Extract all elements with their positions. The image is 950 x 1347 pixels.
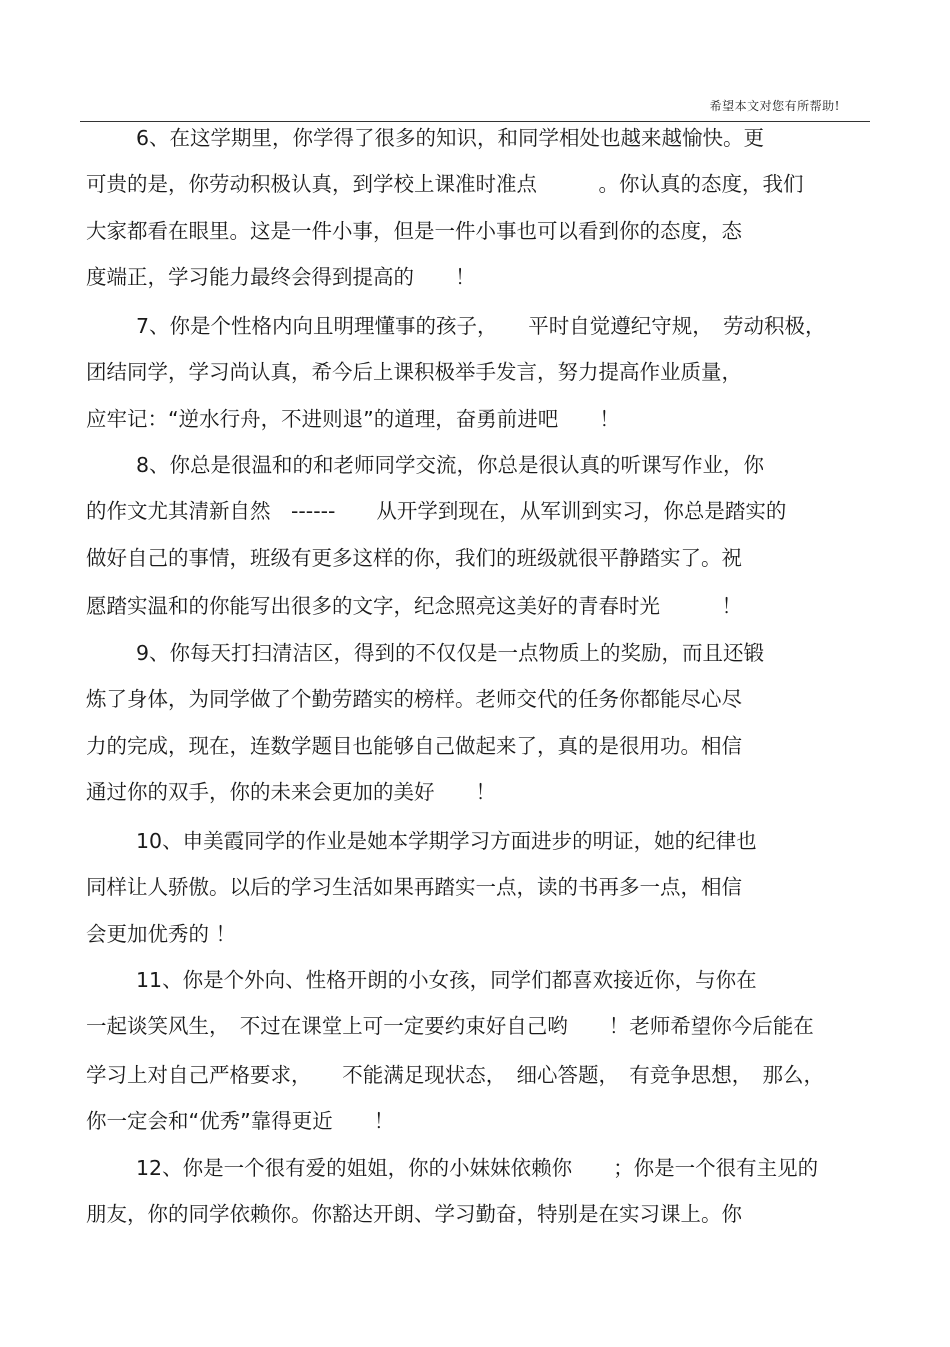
paragraph-line: 同样让人骄傲。以后的学习生活如果再踏实一点，读的书再多一点，相信 <box>86 875 742 899</box>
paragraph-line: 应牢记：“逆水行舟，不进则退”的道理，奋勇前进吧 ！ <box>86 407 620 431</box>
paragraph-line: 11、你是个外向、性格开朗的小女孩，同学们都喜欢接近你，与你在 <box>136 968 757 992</box>
paragraph-line: 可贵的是，你劳动积极认真，到学校上课准时准点 。你认真的态度，我们 <box>86 172 804 196</box>
paragraph-line: 力的完成，现在，连数学题目也能够自己做起来了，真的是很用功。相信 <box>86 734 742 758</box>
paragraph-line: 6、在这学期里，你学得了很多的知识，和同学相处也越来越愉快。更 <box>136 126 765 150</box>
paragraph-line: 8、你总是很温和的和老师同学交流，你总是很认真的听课写作业，你 <box>136 453 765 477</box>
paragraph-line: 团结同学，学习尚认真，希今后上课积极举手发言，努力提高作业质量， <box>86 360 742 384</box>
paragraph-line: 通过你的双手，你的未来会更加的美好 ！ <box>86 780 496 804</box>
header-note: 希望本文对您有所帮助! <box>709 99 840 113</box>
paragraph-line: 10、申美霞同学的作业是她本学期学习方面进步的明证，她的纪律也 <box>136 829 757 853</box>
paragraph-line: 一起谈笑风生， 不过在课堂上可一定要约束好自己哟 ！老师希望你今后能在 <box>86 1014 814 1038</box>
paragraph-line: 会更加优秀的 ！ <box>86 922 237 946</box>
paragraph-line: 做好自己的事情，班级有更多这样的你，我们的班级就很平静踏实了。祝 <box>86 546 742 570</box>
paragraph-line: 9、你每天打扫清洁区，得到的不仅仅是一点物质上的奖励，而且还锻 <box>136 641 765 665</box>
paragraph-line: 你一定会和“优秀”靠得更近 ！ <box>86 1109 395 1133</box>
paragraph-line: 12、你是一个很有爱的姐姐，你的小妹妹依赖你 ；你是一个很有主见的 <box>136 1156 819 1180</box>
paragraph-line: 炼了身体，为同学做了个勤劳踏实的榜样。老师交代的任务你都能尽心尽 <box>86 687 742 711</box>
paragraph-line: 大家都看在眼里。这是一件小事，但是一件小事也可以看到你的态度，态 <box>86 219 742 243</box>
paragraph-line: 度端正，学习能力最终会得到提高的 ！ <box>86 265 476 289</box>
paragraph-line: 愿踏实温和的你能写出很多的文字，纪念照亮这美好的青春时光 ！ <box>86 594 742 618</box>
paragraph-line: 7、你是个性格内向且明理懂事的孩子， 平时自觉遵纪守规， 劳动积极， <box>136 314 826 338</box>
paragraph-line: 学习上对自己严格要求， 不能满足现状态， 细心答题， 有竞争思想， 那么， <box>86 1063 824 1087</box>
paragraph-line: 朋友，你的同学依赖你。你豁达开朗、学习勤奋，特别是在实习课上。你 <box>86 1202 742 1226</box>
paragraph-line: 的作文尤其清新自然 ------ 从开学到现在，从军训到实习，你总是踏实的 <box>86 499 787 523</box>
